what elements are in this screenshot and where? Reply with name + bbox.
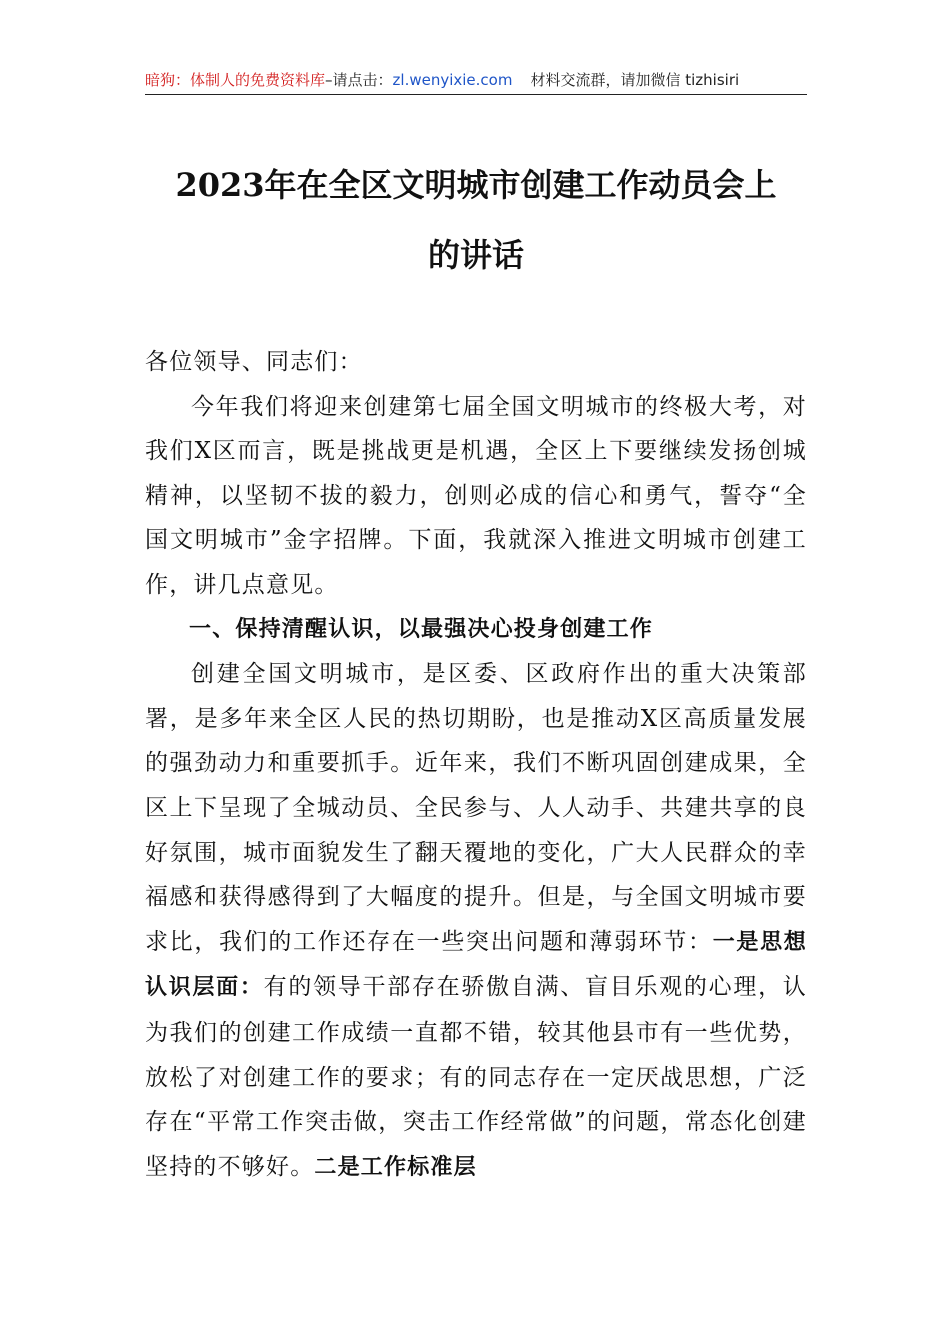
title-line-2: 的讲话 xyxy=(427,236,524,274)
section-text-b: 有的领导干部存在骄傲自满、盲目乐观的心理，认为我们的创建工作成绩一直都不错，较其他县市有一些优势，放松了对创建工作的要求；有的同志存在一定厌战思想，广泛存在“平常工作突击做，突击工作经常做”的问题，常态化创建坚持的不够好。 xyxy=(145,974,807,1180)
section-bold-b: 二是工作标准层 xyxy=(314,1154,477,1180)
header-site-name: 暗狗：体制人的免费资料库 xyxy=(145,71,326,89)
document-title xyxy=(145,150,807,290)
section-paragraph xyxy=(145,652,807,1190)
section-heading: 一、保持清醒认识，以最强决心投身创建工作 xyxy=(189,616,654,642)
section-bold-a: 一是思想认识层面： xyxy=(145,929,807,1001)
header-wechat-note: 材料交流群，请加微信 tizhisiri xyxy=(530,71,740,89)
page-header xyxy=(145,66,807,95)
document-body xyxy=(145,340,807,1190)
salutation: 各位领导、同志们： xyxy=(145,349,363,375)
title-line-1: 2023年在全区文明城市创建工作动员会上 xyxy=(175,166,777,204)
header-click-prompt: –请点击： xyxy=(325,71,393,89)
section-text-a: 创建全国文明城市，是区委、区政府作出的重大决策部署，是多年来全区人民的热切期盼，也是推动X区高质量发展的强劲动力和重要抓手。近年来，我们不断巩固创建成果，全区上下呈现了全城动员、全民参与、人人动手、共建共享的良好氛围，城市面貌发生了翻天覆地的变化，广大人民群众的幸福感和获得感得到了大幅度的提升。但是，与全国文明城市要求比，我们的工作还存在一些突出问题和薄弱环节： xyxy=(145,661,807,955)
header-link[interactable]: zl.wenyixie.com xyxy=(392,71,513,89)
intro-paragraph: 今年我们将迎来创建第七届全国文明城市的终极大考，对我们X区而言，既是挑战更是机遇，全区上下要继续发扬创城精神，以坚韧不拔的毅力，创则必成的信心和勇气，誓夺“全国文明城市”金字招牌。下面，我就深入推进文明城市创建工作，讲几点意见。 xyxy=(145,393,807,598)
